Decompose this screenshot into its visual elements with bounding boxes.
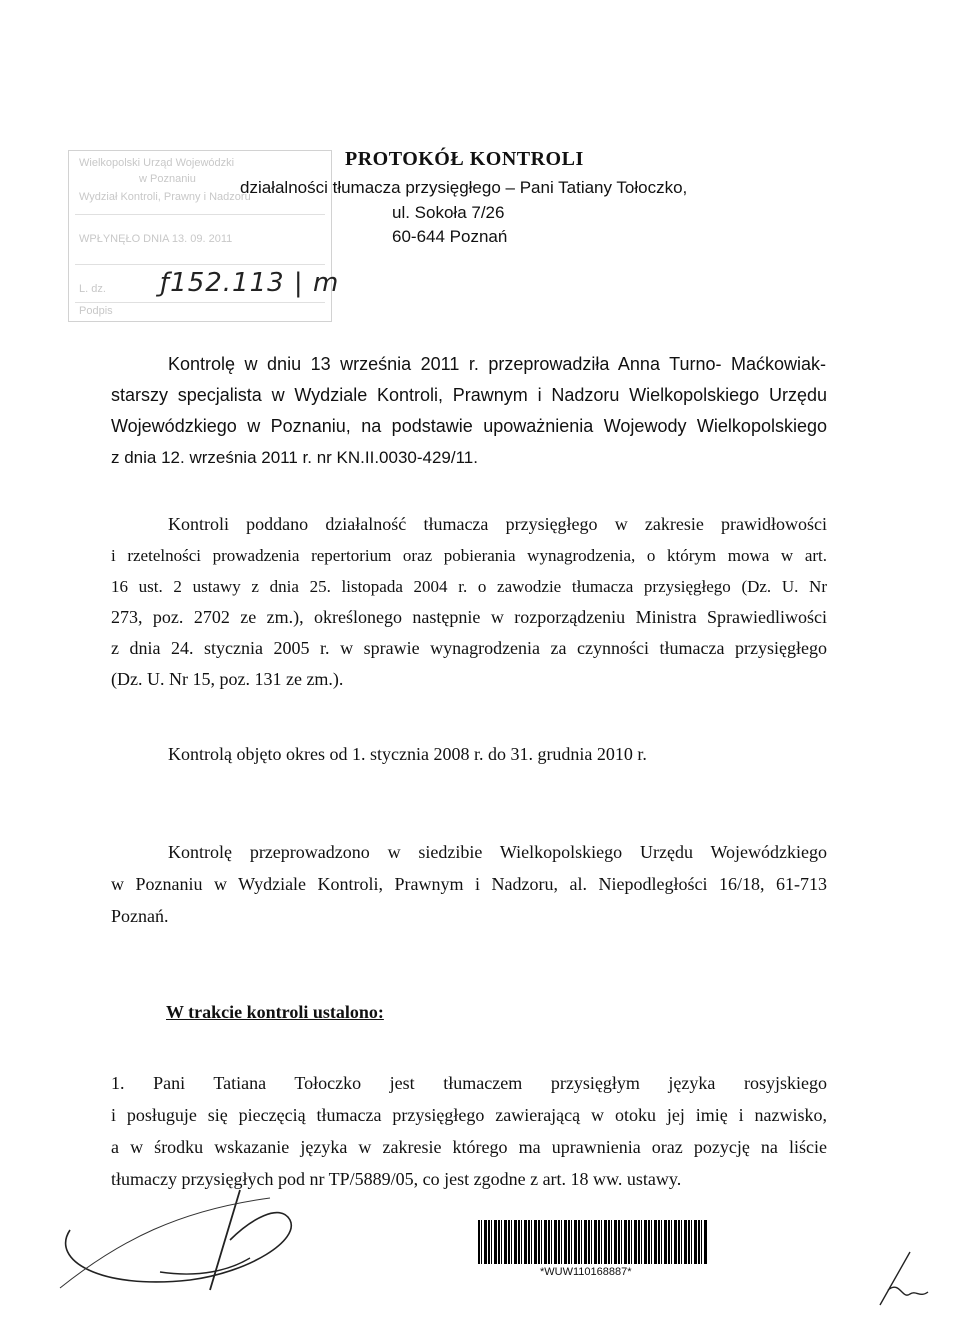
paragraph-3-line: Poznań. [111,906,169,926]
paragraph-3-line: Kontrolę przeprowadzono w siedzibie Wielkopolskiego Urzędu Wojewódzkiego [168,842,827,862]
paragraph-2-line: Kontroli poddano działalność tłumacza przysięgłego w zakresie prawidłowości [168,514,827,534]
paragraph-2-line: i rzetelności prowadzenia repertorium oraz pobierania wynagrodzenia, o którym mowa w art. [111,546,827,565]
findings-heading: W trakcie kontroli ustalono: [166,1002,384,1022]
document-title: PROTOKÓŁ KONTROLI [345,148,584,170]
paragraph-1-line: Wojewódzkiego w Poznaniu, na podstawie upoważnienia Wojewody Wielkopolskiego [111,416,827,436]
header-line-2: ul. Sokoła 7/26 [392,203,505,222]
paragraph-2-line: 273, poz. 2702 ze zm.), określonego następnie w rozporządzeniu Ministra Sprawiedliwości [111,607,827,627]
handwritten-reference-number: ƒ152.113 | m [160,268,340,298]
barcode [478,1220,708,1264]
paragraph-2-line: 16 ust. 2 ustawy z dnia 25. listopada 2004 r. o zawodzie tłumacza przysięgłego (Dz. U. Nr [111,577,827,596]
stamp-line: Podpis [79,305,113,317]
paragraph-1-line: Kontrolę w dniu 13 września 2011 r. przeprowadziła Anna Turno- Maćkowiak- [168,354,826,374]
stamp-line: WPŁYNĘŁO DNIA 13. 09. 2011 [79,233,233,245]
control-period: Kontrolą objęto okres od 1. stycznia 2008 r. do 31. grudnia 2010 r. [168,744,647,764]
initials-scribble [870,1250,940,1310]
header-line-1: działalności tłumacza przysięgłego – Pani Tatiany Tołoczko, [240,178,688,197]
stamp-line: Wydział Kontroli, Prawny i Nadzoru [79,191,251,203]
paragraph-1-line: starszy specjalista w Wydziale Kontroli, Prawnym i Nadzoru Wielkopolskiego Urzędu [111,385,827,405]
stamp-line: L. dz. [79,283,106,295]
stamp-line: Wielkopolski Urząd Wojewódzki [79,157,235,169]
finding-1-line: 1. Pani Tatiana Tołoczko jest tłumaczem przysięgłym języka rosyjskiego [111,1073,827,1093]
paragraph-1-line: z dnia 12. września 2011 r. nr KN.II.0030-429/11. [111,448,478,467]
header-line-3: 60-644 Poznań [392,227,508,246]
paragraph-2-line: (Dz. U. Nr 15, poz. 131 ze zm.). [111,669,344,689]
finding-1-line: tłumaczy przysięgłych pod nr TP/5889/05, co jest zgodne z art. 18 ww. ustawy. [111,1169,682,1189]
paragraph-3-line: w Poznaniu w Wydziale Kontroli, Prawnym i Nadzoru, al. Niepodległości 16/18, 61-713 [111,874,827,894]
signature-scribble [40,1180,380,1300]
paragraph-2-line: z dnia 24. stycznia 2005 r. w sprawie wynagrodzenia za czynności tłumacza przysięgłego [111,638,827,658]
finding-1-line: i posługuje się pieczęcią tłumacza przysięgłego zawierającą w otoku jej imię i nazwisko, [111,1105,827,1125]
stamp-line: w Poznaniu [139,173,196,185]
finding-1-line: a w środku wskazanie języka w zakresie którego ma uprawnienia oraz pozycję na liście [111,1137,827,1157]
barcode-label: *WUW110168887* [540,1266,632,1278]
